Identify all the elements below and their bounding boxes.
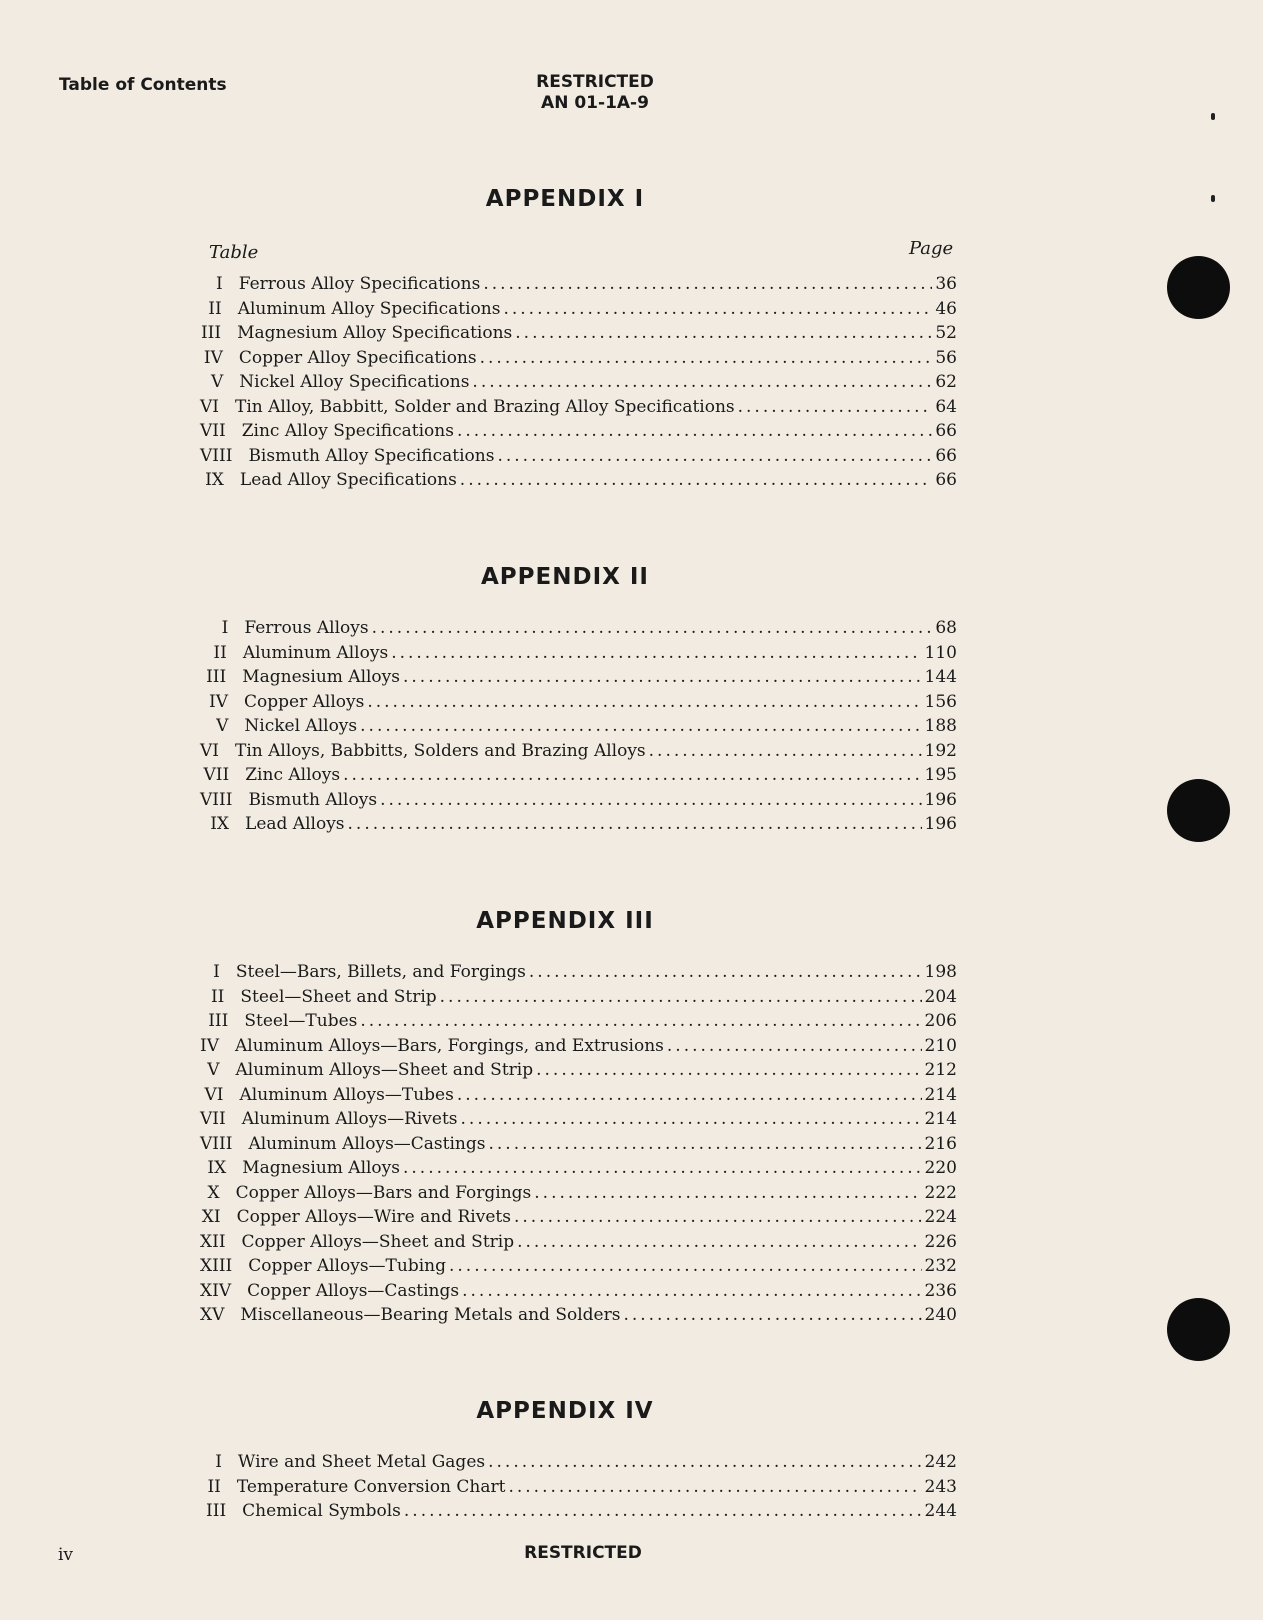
entry-title: Magnesium Alloys [242,1158,400,1178]
table-number: IV [200,1035,219,1056]
entry-page: 144 [924,667,957,687]
entry-title: Bismuth Alloy Specifications [248,445,495,466]
toc-entry[interactable] [200,962,957,987]
dot-leader [391,643,921,663]
table-number: XIV [200,1280,232,1301]
toc-entry[interactable] [200,692,957,717]
entry-page: 196 [924,814,957,834]
dot-leader [497,446,932,466]
toc-entry[interactable] [200,274,957,299]
table-number: II [207,1476,221,1497]
entry-title: Temperature Conversion Chart [236,1476,506,1497]
dot-leader [649,741,922,761]
entry-title: Aluminum Alloys—Sheet and Strip [235,1060,534,1080]
table-number: X [207,1182,220,1203]
entry-page: 110 [924,642,957,663]
toc-entry[interactable] [200,1183,957,1208]
toc-entry[interactable] [200,372,957,397]
toc-entry[interactable] [200,643,957,668]
classification-footer: RESTRICTED [524,1543,642,1563]
entry-title: Wire and Sheet Metal Gages [237,1452,486,1472]
dot-leader [348,814,922,834]
toc-entry[interactable] [200,1109,957,1134]
entry-title: Magnesium Alloy Specifications [237,323,513,343]
table-number: III [200,323,222,343]
toc-list [200,618,957,839]
toc-entry[interactable] [200,1477,957,1502]
entry-title: Bismuth Alloys [248,789,378,810]
entry-title: Copper Alloys—Tubing [248,1256,446,1276]
dot-leader [462,1281,921,1301]
table-number: VIII [200,1133,233,1154]
toc-entry[interactable] [200,741,957,766]
dot-leader [517,1232,921,1252]
entry-page: 68 [935,618,957,638]
dot-leader [457,1085,922,1105]
dot-leader [403,667,922,687]
entry-title: Copper Alloys [244,691,365,712]
dot-leader [483,274,932,294]
dot-leader [623,1305,921,1325]
table-number: I [221,618,229,638]
entry-title: Ferrous Alloys [244,618,369,638]
table-number: VI [200,740,219,761]
entry-page: 204 [924,986,957,1007]
classification-header: RESTRICTED [536,72,654,92]
entry-page: 206 [924,1011,957,1031]
entry-title: Zinc Alloy Specifications [241,421,454,441]
table-number: XI [201,1207,221,1227]
dot-leader [360,1011,921,1031]
entry-page: 240 [924,1305,957,1325]
table-number: VII [200,421,226,441]
toc-entry[interactable] [200,1501,957,1526]
entry-title: Lead Alloys [245,814,345,834]
dot-leader [367,692,921,712]
toc-entry[interactable] [200,1281,957,1306]
table-number: IV [209,691,229,712]
entry-title: Tin Alloys, Babbitts, Solders and Brazing Alloys [235,740,646,761]
dot-leader [480,348,933,368]
table-column-header: Table [209,242,259,263]
dot-leader [404,1501,922,1521]
dot-leader [457,421,932,441]
entry-page: 236 [924,1280,957,1301]
entry-page: 66 [935,445,957,466]
entry-title: Aluminum Alloys—Tubes [239,1084,454,1105]
dot-leader [343,765,921,785]
page-number: iv [58,1545,74,1565]
dot-leader [503,299,932,319]
entry-title: Lead Alloy Specifications [239,470,457,490]
table-number: VII [200,1109,226,1129]
toc-entry[interactable] [200,1158,957,1183]
table-number: III [208,1011,229,1031]
table-number: II [213,642,227,663]
toc-entry[interactable] [200,716,957,741]
entry-page: 46 [935,298,957,319]
binder-hole [1167,256,1230,319]
dot-leader [534,1183,921,1203]
toc-entry[interactable] [200,1085,957,1110]
binder-hole [1167,779,1230,842]
toc-entry[interactable] [200,790,957,815]
dot-leader [380,790,921,810]
table-number: I [215,1452,222,1472]
toc-entry[interactable] [200,1011,957,1036]
table-number: VI [204,1084,224,1105]
entry-title: Aluminum Alloys [242,642,389,663]
toc-entry[interactable] [200,667,957,692]
dot-leader [488,1134,921,1154]
entry-title: Magnesium Alloys [242,667,400,687]
margin-mark [1211,195,1215,202]
entry-title: Copper Alloys—Bars and Forgings [235,1182,532,1203]
entry-title: Steel—Bars, Billets, and Forgings [235,962,526,982]
toc-entry[interactable] [200,765,957,790]
dot-leader [514,1207,922,1227]
table-number: IX [210,814,230,834]
entry-title: Copper Alloys—Sheet and Strip [241,1231,515,1252]
dot-leader [529,962,922,982]
dot-leader [515,323,932,343]
table-number: II [208,298,222,319]
entry-title: Aluminum Alloy Specifications [237,298,501,319]
dot-leader [440,987,922,1007]
table-number: VIII [200,789,233,810]
entry-page: 66 [935,470,957,490]
dot-leader [460,470,933,490]
table-number: V [216,716,229,736]
entry-title: Aluminum Alloys—Bars, Forgings, and Extrusions [235,1035,664,1056]
entry-title: Nickel Alloy Specifications [239,372,470,392]
entry-page: 195 [924,765,957,785]
entry-page: 214 [924,1109,957,1129]
entry-page: 56 [935,347,957,368]
table-number: IX [205,470,224,490]
running-header [0,72,1190,114]
toc-entry[interactable] [200,446,957,471]
entry-page: 192 [924,740,957,761]
toc-entry[interactable] [200,618,957,643]
table-number: VI [200,396,219,417]
entry-page: 196 [924,789,957,810]
entry-page: 220 [924,1158,957,1178]
entry-page: 216 [924,1133,957,1154]
dot-leader [449,1256,922,1276]
entry-title: Steel—Tubes [244,1011,358,1031]
dot-leader [508,1477,921,1497]
toc-entry[interactable] [200,1036,957,1061]
entry-page: 244 [924,1501,957,1521]
table-number: I [215,274,223,294]
table-number: XII [200,1231,226,1252]
dot-leader [667,1036,922,1056]
table-number: IX [207,1158,227,1178]
dot-leader [472,372,932,392]
entry-page: 210 [924,1035,957,1056]
table-number: V [207,1060,220,1080]
toc-list [200,1452,957,1526]
entry-title: Aluminum Alloys—Castings [248,1133,486,1154]
table-number: III [206,667,227,687]
entry-page: 66 [935,421,957,441]
toc-entry[interactable] [200,1305,957,1330]
toc-list [200,962,957,1330]
toc-entry[interactable] [200,421,957,446]
entry-page: 226 [924,1231,957,1252]
entry-title: Copper Alloys—Castings [247,1280,460,1301]
binder-hole [1167,1298,1230,1361]
entry-title: Steel—Sheet and Strip [240,986,437,1007]
toc-entry[interactable] [200,299,957,324]
dot-leader [536,1060,921,1080]
toc-entry[interactable] [200,814,957,839]
dot-leader [372,618,933,638]
dot-leader [738,397,933,417]
table-number: II [210,986,225,1007]
entry-title: Zinc Alloys [245,765,341,785]
table-number: I [213,962,220,982]
entry-page: 222 [924,1182,957,1203]
toc-entry[interactable] [200,323,957,348]
dot-leader [461,1109,922,1129]
section-label: Table of Contents [59,75,227,95]
entry-title: Nickel Alloys [244,716,358,736]
appendix-heading: APPENDIX I [485,186,645,212]
toc-entry[interactable] [200,1232,957,1257]
toc-entry[interactable] [200,397,957,422]
appendix-heading: APPENDIX II [481,564,649,590]
toc-entry[interactable] [200,987,957,1012]
entry-page: 232 [924,1256,957,1276]
entry-page: 64 [935,396,957,417]
table-number: XV [200,1305,225,1325]
table-number: VII [203,765,230,785]
table-number: V [210,372,224,392]
appendix-heading: APPENDIX III [476,908,654,934]
entry-title: Chemical Symbols [242,1501,401,1521]
toc-entry[interactable] [200,1452,957,1477]
margin-mark [1211,113,1215,120]
entry-title: Copper Alloys—Wire and Rivets [236,1207,511,1227]
toc-entry[interactable] [200,1207,957,1232]
table-number: VIII [200,445,233,466]
entry-title: Tin Alloy, Babbitt, Solder and Brazing Alloy Specifications [235,396,735,417]
toc-entry[interactable] [200,348,957,373]
entry-title: Ferrous Alloy Specifications [238,274,481,294]
toc-entry[interactable] [200,1256,957,1281]
entry-page: 188 [924,716,957,736]
entry-title: Aluminum Alloys—Rivets [241,1109,458,1129]
entry-page: 212 [924,1060,957,1080]
entry-page: 214 [924,1084,957,1105]
toc-list [200,274,957,495]
toc-entry[interactable] [200,470,957,495]
table-number: III [206,1501,227,1521]
entry-page: 242 [924,1452,957,1472]
dot-leader [488,1452,921,1472]
toc-entry[interactable] [200,1060,957,1085]
entry-page: 224 [924,1207,957,1227]
page-column-header: Page [909,238,954,259]
entry-page: 198 [924,962,957,982]
entry-title: Copper Alloy Specifications [238,347,477,368]
dot-leader [403,1158,922,1178]
entry-page: 52 [935,323,957,343]
entry-title: Miscellaneous—Bearing Metals and Solders [240,1305,621,1325]
table-number: XIII [200,1256,233,1276]
toc-entry[interactable] [200,1134,957,1159]
appendix-heading: APPENDIX IV [476,1398,654,1424]
entry-page: 243 [924,1476,957,1497]
entry-page: 36 [935,274,957,294]
entry-page: 62 [935,372,957,392]
document-number: AN 01-1A-9 [541,93,649,113]
entry-page: 156 [924,691,957,712]
table-number: IV [203,347,223,368]
dot-leader [360,716,921,736]
